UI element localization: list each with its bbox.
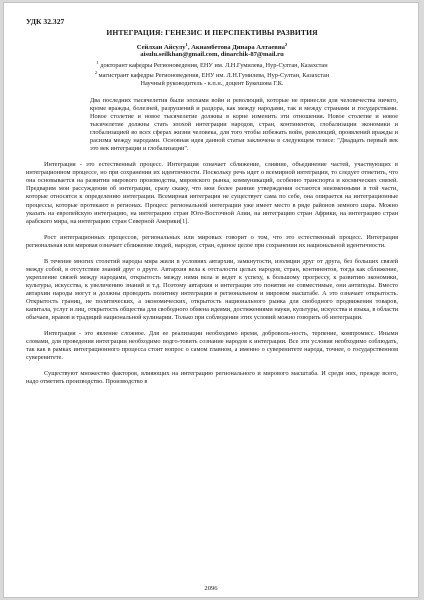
- article-title: ИНТЕГРАЦИЯ: ГЕНЕЗИС И ПЕРСПЕКТИВЫ РАЗВИТИЯ: [106, 28, 318, 37]
- body-paragraph: Интеграция - это явление сложное. Для ее реализации необходимо время, доброволь-ность, терпение, компромисс. Иными словами, для проведения интеграции необходимо подго-товить сознание народов к интеграции. Все эти условия необходимо соблюдать, так как в рамках интеграционного процесса стоит вопрос о самом главном, а именно о суверенитете народа, точнее, о государственном суверенитете.: [26, 330, 398, 362]
- document-page: [4, 3, 418, 597]
- body-paragraph: Существуют множество факторов, влияющих на интеграцию регионального и мирового масштаба. И среди них, прежде всего, надо отметить производство. Производство в: [26, 370, 398, 386]
- author-name: Акнамбетова Динара Алтаевна: [191, 44, 285, 52]
- body-paragraph: Интеграция - это естественный процесс. Интеграция означает сближение, слияние, объединение частей, участвующих в интеграционном процессе, но при сохранении их идентичности. Поскольку речь идет о всемирной интеграции, то следует отметить, что она основывается на развитии мирового производства, мировского рынка, коммуникаций, особенно транспорта и космических связей. Предварим мои рассуждения об интеграции, сразу скажу, что мои более ранние утверждения остаются неизменными в той части, которые относятся к определению интеграции. Всемирная интеграция не существует сама по себе, она опирается на интеграционные процессы, которые протекают в регионах. Процесс региональной интеграции уже имеет место в ряде районов земного шара. Можно указать на европейскую интеграцию, на интеграцию стран Юго-Восточной Азии, на интеграцию стран Африки, на интеграцию стран арабского мира, на интеграцию стран Северной Америки[1].: [26, 161, 398, 225]
- authors-line: [26, 42, 398, 51]
- author-separator: ,: [187, 44, 192, 52]
- author-emails: aisulu.seilkhan@gmail.com, dinarchik-87@mail.ru: [140, 51, 284, 59]
- supervisor-line: Научный руководитель - к.п.н., доцент Букешова Г.К.: [140, 80, 284, 88]
- author-name: Сейлхан Айсулу: [136, 44, 186, 52]
- body-paragraph: В течение многих столетий народы мира жили в условиях автархии, замкнутости, изоляции друг от друга, без больших связей между собой, в отсутствие знаний друг о друге. Автархия вела к отсталости целых народов, стран, континентов, тогда как сближение, укрепление связей между народами, открытость между ними вела и ведет к успеху, к большому прогрессу, к развитию экономики, культуры, искусства, к увеличению знаний и т.д. Поэтому автархия и интеграция это понятия не совместимые, они антиподы. Вместо автархии народы могут и должны проводить политику интеграции в региональном и мировом масштабе. А это означает открытость. Открытость границ, не политических, а экономических, открытость национального рынка для свободного продвижения товаров, капитала, услуг и лиц, открытость общества для свободного обмена идеями, достижениями науки, культуры, искусства и языка, в области обычаев, нравов и традиций национальной кулинарии. Только при соблюдении этих условий можно говорить об интеграции.: [26, 257, 398, 322]
- affiliation-line: [26, 60, 398, 70]
- page-number: 2096: [204, 585, 218, 592]
- affiliation-mark: 1: [96, 60, 99, 66]
- affiliation-mark: 2: [94, 70, 98, 76]
- body-paragraph: Рост интеграционных процессов, региональных или мировых говорит о том, что это естественный процесс. Интеграция региональная или мировая означает сближение людей, народов, стран, единое целое при сохранении их национальной идентичности.: [26, 233, 398, 249]
- affiliation-text: докторант кафедры Регионоведения, ЕНУ им. Л.Н.Гумилева, Нур-Султан, Казахстан: [98, 62, 328, 70]
- udc-code: УДК 32.327: [26, 17, 65, 26]
- abstract: Два последних тысячелетия были эпохами войн и революций, которые не принесли для человечества ничего, кроме вражды, болезней, разрушений и раздора, как между народами, так и между странами и государствами. Новое столетие и новое тысячелетие должны в корне изменить эти отношения. Новое столетие и новое тысячелетие должны стать эпохой интеграции народов, стран, континентов, глобализации экономики и глобализацией во всех сферах жизни человека, для того чтобы избежать войн, революций, проявлений вражды и расизма между народами. Основная идея данной статьи заключена в следующем тезисе: "Двадцать первый век это век интеграции и глобализации".: [90, 96, 398, 153]
- affiliation-text: магистрант кафедры Регионоведения, ЕНУ им. Л.Н.Гумилева, Нур-Султан, Казахстан: [97, 72, 330, 80]
- author-affiliation-mark: 1: [185, 42, 188, 47]
- affiliation-line: [26, 70, 398, 80]
- article-body: [26, 17, 398, 386]
- author-affiliation-mark: 2: [284, 42, 288, 47]
